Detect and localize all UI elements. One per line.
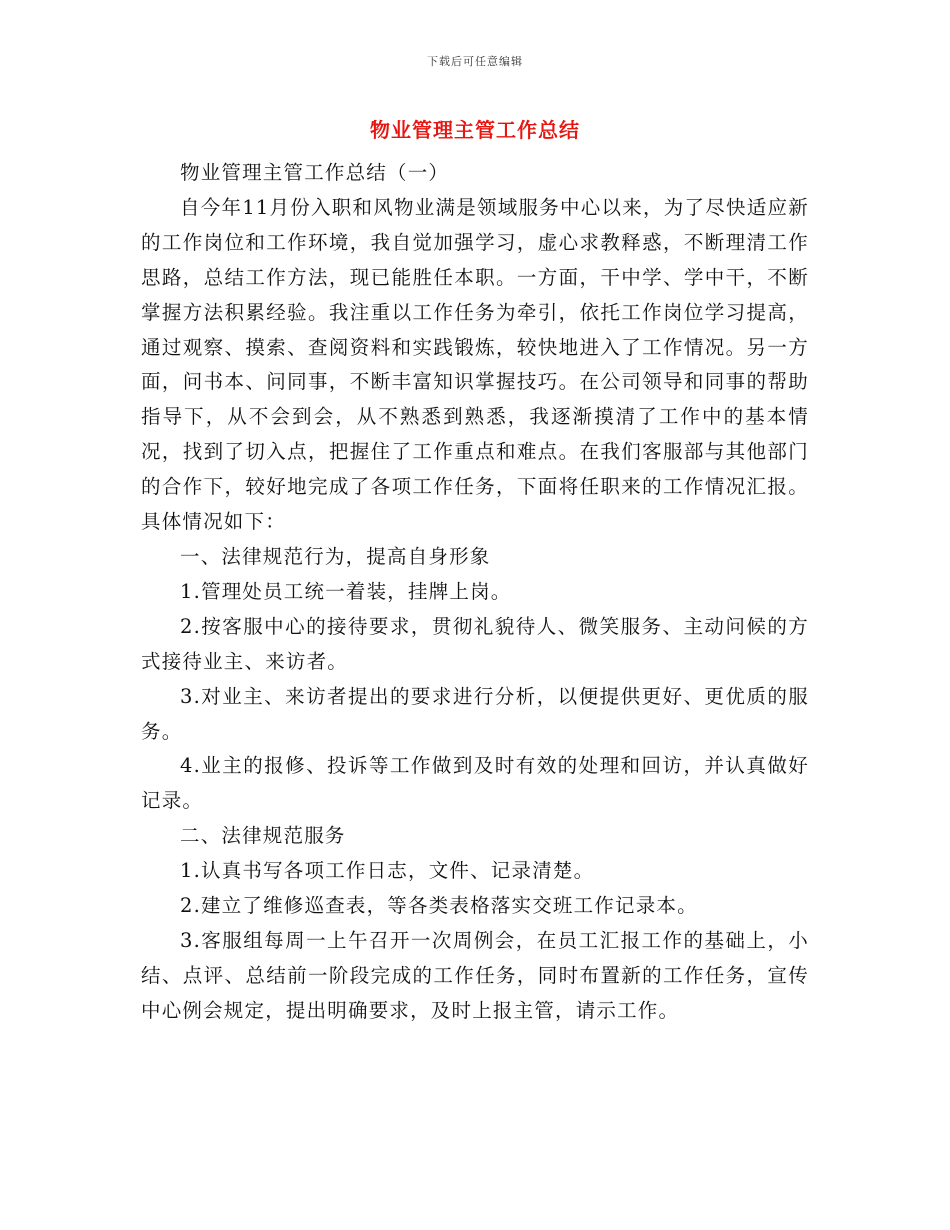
list-item: 2.按客服中心的接待要求，贯彻礼貌待人、微笑服务、主动问候的方式接待业主、来访者。 xyxy=(141,614,809,673)
section-heading: 二、法律规范服务 xyxy=(180,824,346,848)
list-item: 4.业主的报修、投诉等工作做到及时有效的处理和回访，并认真做好记录。 xyxy=(141,754,809,813)
list-item: 3.对业主、来访者提出的要求进行分析，以便提供更好、更优质的服务。 xyxy=(141,684,809,743)
list-item: 3.客服组每周一上午召开一次周例会，在员工汇报工作的基础上，小结、点评、总结前一阶段完成的工作任务，同时布置新的工作任务，宣传中心例会规定，提出明确要求，及时上报主管，请示工作。 xyxy=(141,928,809,1022)
intro-paragraph: 自今年11月份入职和风物业满是领域服务中心以来，为了尽快适应新的工作岗位和工作环境，我自觉加强学习，虚心求教释惑，不断理清工作思路，总结工作方法，现已能胜任本职。一方面，干中学、学中干，不断掌握方法积累经验。我注重以工作任务为牵引，依托工作岗位学习提高，通过观察、摸索、查阅资料和实践锻炼，较快地进入了工作情况。另一方面，问书本、问同事，不断丰富知识掌握技巧。在公司领导和同事的帮助指导下，从不会到会，从不熟悉到熟悉，我逐渐摸清了工作中的基本情况，找到了切入点，把握住了工作重点和难点。在我们客服部与其他部门的合作下，较好地完成了各项工作任务，下面将任职来的工作情况汇报。具体情况如下： xyxy=(141,195,809,534)
document-title: 物业管理主管工作总结 xyxy=(370,118,580,142)
list-item: 2.建立了维修巡查表，等各类表格落实交班工作记录本。 xyxy=(180,894,698,918)
list-item: 1.认真书写各项工作日志，文件、记录清楚。 xyxy=(180,859,595,883)
section-heading: 一、法律规范行为，提高自身形象 xyxy=(180,544,491,568)
page-header-note: 下载后可任意编辑 xyxy=(427,55,523,68)
document-body xyxy=(141,156,809,1029)
list-item: 1.管理处员工统一着装，挂牌上岗。 xyxy=(180,579,512,603)
section-heading: 物业管理主管工作总结（一） xyxy=(180,161,450,184)
